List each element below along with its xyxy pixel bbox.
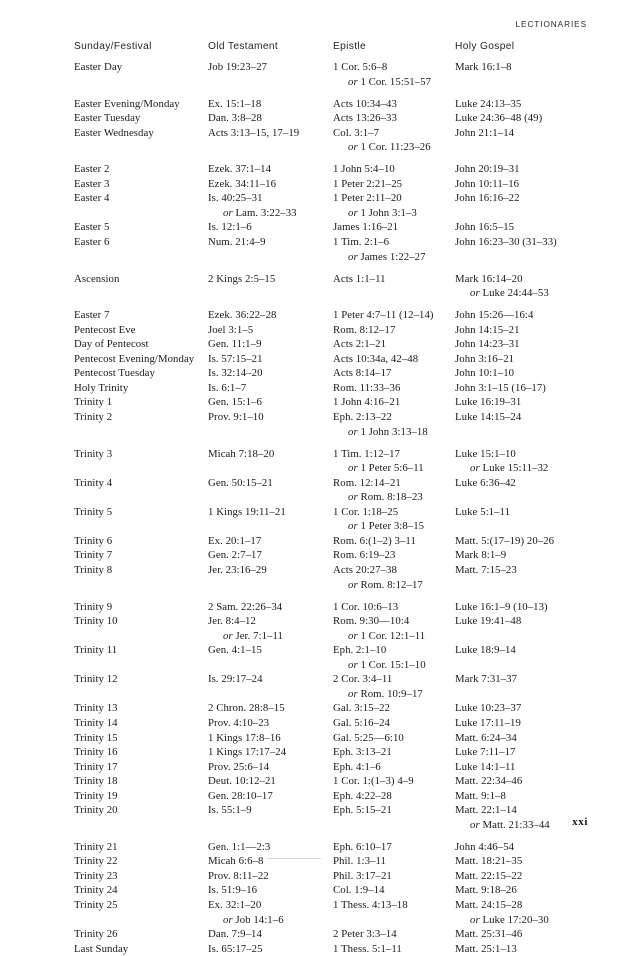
cell-old-testament: Gen. 2:7–17: [208, 549, 262, 562]
cell-epistle: 1 Cor. 1:18–25: [333, 505, 399, 518]
cell-old-testament: Ezek. 37:1–14: [208, 163, 272, 176]
cell-epistle: or 1 Cor. 15:51–57: [348, 75, 432, 88]
cell-epistle: or 1 Peter 5:6–11: [348, 462, 424, 475]
cell-sunday-festival: Easter 3: [74, 177, 110, 190]
cell-holy-gospel: Luke 18:9–14: [455, 644, 516, 657]
or-label: or: [348, 462, 361, 475]
or-label: or: [348, 425, 361, 438]
cell-sunday-festival: Easter 6: [74, 236, 110, 249]
cell-epistle: Col. 3:1–7: [333, 126, 380, 139]
cell-sunday-festival: Easter 2: [74, 163, 110, 176]
cell-old-testament: Jer. 8:4–12: [208, 615, 256, 628]
cell-old-testament: Gen. 11:1–9: [208, 338, 262, 351]
cell-holy-gospel: Matt. 22:1–14: [455, 804, 517, 817]
cell-holy-gospel: Matt. 25:31–46: [455, 928, 523, 941]
cell-old-testament: Dan. 3:8–28: [208, 112, 262, 125]
cell-holy-gospel: John 15:26—16:4: [455, 309, 534, 322]
table-row: [74, 534, 594, 549]
cell-old-testament: Jer. 23:16–29: [208, 564, 267, 576]
row-spacer: [74, 301, 594, 309]
table-row-alternate: [74, 913, 594, 928]
table-row-alternate: [74, 425, 594, 440]
cell-epistle: Gal. 5:25—6:10: [333, 731, 404, 744]
cell-old-testament: Gen. 15:1–6: [208, 396, 262, 409]
table-row: [74, 731, 594, 746]
cell-old-testament: Is. 55:1–9: [208, 804, 252, 817]
cell-holy-gospel: Luke 24:13–35: [455, 97, 522, 110]
or-label: or: [223, 206, 236, 219]
table-row: [74, 366, 594, 381]
or-label: or: [470, 462, 483, 475]
cell-old-testament: Gen. 28:10–17: [208, 789, 273, 802]
cell-epistle: 1 Thess. 4:13–18: [333, 899, 408, 912]
table-row: [74, 162, 594, 177]
or-label: or: [470, 913, 483, 926]
cell-epistle: 1 Peter 2:21–25: [333, 177, 403, 190]
table-row-alternate: [74, 687, 594, 702]
cell-sunday-festival: Pentecost Tuesday: [74, 367, 155, 380]
cell-sunday-festival: Ascension: [74, 272, 120, 285]
cell-sunday-festival: Trinity 19: [74, 789, 118, 802]
cell-epistle: Acts 10:34–43: [333, 97, 397, 110]
table-row-alternate: [74, 250, 594, 265]
cell-old-testament: Joel 3:1–5: [208, 323, 254, 336]
or-label: or: [470, 818, 483, 831]
cell-epistle: 1 Tim. 1:12–17: [333, 447, 401, 460]
table-row: [74, 352, 594, 367]
or-label: or: [223, 629, 236, 642]
table-row: [74, 745, 594, 760]
cell-holy-gospel: Mark 8:1–9: [455, 549, 507, 562]
cell-holy-gospel: Luke 10:23–37: [455, 702, 522, 715]
cell-sunday-festival: Trinity 20: [74, 804, 118, 817]
cell-old-testament: Acts 3:13–15, 17–19: [208, 126, 300, 139]
cell-holy-gospel: Luke 5:1–11: [455, 505, 511, 518]
cell-old-testament: 1 Kings 19:11–21: [208, 505, 286, 518]
cell-sunday-festival: Trinity 5: [74, 505, 113, 518]
cell-epistle: or Rom. 8:12–17: [348, 578, 423, 591]
cell-epistle: Phil. 3:17–21: [333, 869, 392, 882]
cell-sunday-festival: Trinity 22: [74, 855, 118, 868]
cell-old-testament: Is. 40:25–31: [208, 192, 263, 205]
cell-holy-gospel: John 16:16–22: [455, 192, 520, 205]
cell-old-testament: Prov. 4:10–23: [208, 716, 270, 729]
cell-holy-gospel: Matt. 24:15–28: [455, 899, 523, 912]
lectionary-table: [74, 41, 594, 956]
cell-sunday-festival: Trinity 18: [74, 775, 118, 788]
cell-sunday-festival: Trinity 9: [74, 600, 113, 613]
cell-epistle: Eph. 5:15–21: [333, 804, 392, 817]
cell-epistle: Rom. 12:14–21: [333, 476, 401, 489]
cell-holy-gospel: or Luke 17:20–30: [470, 913, 549, 926]
table-row: [74, 854, 594, 869]
cell-sunday-festival: Trinity 11: [74, 644, 118, 657]
cell-sunday-festival: Easter 4: [74, 192, 110, 205]
table-row-alternate: [74, 140, 594, 155]
cell-sunday-festival: Trinity 15: [74, 731, 118, 744]
cell-epistle: 1 Cor. 10:6–13: [333, 600, 399, 613]
cell-holy-gospel: Mark 16:1–8: [455, 61, 512, 73]
cell-holy-gospel: or Matt. 21:33–44: [470, 818, 550, 831]
cell-epistle: Acts 20:27–38: [333, 564, 397, 576]
cell-old-testament: Ex. 32:1–20: [208, 899, 262, 912]
cell-holy-gospel: John 20:19–31: [455, 163, 520, 176]
cell-holy-gospel: John 16:23–30 (31–33): [455, 236, 557, 249]
cell-epistle: or Rom. 8:18–23: [348, 491, 423, 504]
cell-epistle: Acts 2:1–21: [333, 338, 387, 351]
cell-holy-gospel: Matt. 22:15–22: [455, 869, 523, 882]
row-spacer: [74, 89, 594, 97]
cell-sunday-festival: Trinity 16: [74, 746, 118, 759]
cell-old-testament: Is. 12:1–6: [208, 221, 252, 234]
table-row: [74, 672, 594, 687]
cell-old-testament: Micah 6:6–8: [208, 855, 264, 868]
cell-old-testament: Prov. 9:1–10: [208, 411, 264, 424]
row-spacer: [74, 592, 594, 600]
footer-rule: [267, 858, 321, 859]
column-header-holy-gospel: Holy Gospel: [455, 41, 515, 52]
cell-holy-gospel: John 10:11–16: [455, 177, 520, 190]
cell-epistle: Gal. 3:15–22: [333, 702, 390, 715]
cell-epistle: or 1 Cor. 15:1–10: [348, 658, 426, 671]
cell-sunday-festival: Trinity 12: [74, 673, 118, 686]
cell-holy-gospel: Luke 24:36–48 (49): [455, 112, 543, 125]
cell-holy-gospel: Matt. 9:1–8: [455, 789, 506, 802]
row-spacer: [74, 264, 594, 272]
cell-epistle: Eph. 2:1–10: [333, 644, 387, 657]
cell-epistle: 1 John 4:16–21: [333, 396, 401, 409]
or-label: or: [348, 141, 361, 154]
cell-epistle: 1 Peter 4:7–11 (12–14): [333, 309, 434, 322]
or-label: or: [348, 491, 361, 504]
cell-old-testament: Ezek. 36:22–28: [208, 309, 277, 322]
cell-holy-gospel: John 14:15–21: [455, 323, 520, 336]
table-row-alternate: [74, 658, 594, 673]
cell-epistle: Acts 1:1–11: [333, 272, 386, 285]
cell-holy-gospel: Luke 14:15–24: [455, 411, 522, 424]
cell-old-testament: Is. 6:1–7: [208, 381, 247, 394]
cell-holy-gospel: John 4:46–54: [455, 840, 515, 853]
or-label: or: [348, 658, 361, 671]
cell-epistle: James 1:16–21: [333, 221, 399, 234]
cell-holy-gospel: or Luke 24:44–53: [470, 287, 549, 300]
cell-holy-gospel: Matt. 5:(17–19) 20–26: [455, 534, 555, 547]
cell-holy-gospel: Matt. 7:15–23: [455, 564, 517, 576]
column-header-epistle: Epistle: [333, 41, 367, 52]
cell-old-testament: 1 Kings 17:8–16: [208, 731, 281, 744]
table-row: [74, 643, 594, 658]
cell-epistle: Col. 1:9–14: [333, 884, 385, 897]
cell-epistle: 1 Thess. 5:1–11: [333, 942, 402, 955]
or-label: or: [348, 578, 361, 591]
page-number: xxi: [572, 816, 588, 828]
cell-holy-gospel: Luke 14:1–11: [455, 760, 516, 773]
table-row: [74, 111, 594, 126]
table-row: [74, 220, 594, 235]
cell-holy-gospel: Luke 16:19–31: [455, 396, 522, 409]
or-label: or: [223, 913, 236, 926]
cell-sunday-festival: Easter 5: [74, 221, 110, 234]
cell-holy-gospel: Luke 6:36–42: [455, 476, 516, 489]
cell-old-testament: Job 19:23–27: [208, 61, 268, 73]
table-row: [74, 927, 594, 942]
cell-epistle: or 1 Cor. 12:1–11: [348, 629, 426, 642]
cell-holy-gospel: John 14:23–31: [455, 338, 520, 351]
table-row: [74, 942, 594, 956]
cell-holy-gospel: John 16:5–15: [455, 221, 515, 234]
cell-holy-gospel: Matt. 6:24–34: [455, 731, 517, 744]
column-header-old-testament: Old Testament: [208, 41, 279, 52]
table-row: [74, 760, 594, 775]
cell-sunday-festival: Trinity 2: [74, 411, 113, 424]
cell-epistle: Rom. 6:(1–2) 3–11: [333, 534, 416, 547]
cell-sunday-festival: Trinity 21: [74, 840, 118, 853]
table-row: [74, 883, 594, 898]
table-row-alternate: [74, 629, 594, 644]
cell-old-testament: Is. 57:15–21: [208, 352, 263, 365]
table-row: [74, 614, 594, 629]
cell-epistle: 2 Cor. 3:4–11: [333, 673, 393, 686]
cell-epistle: 1 Cor. 5:6–8: [333, 61, 388, 73]
cell-sunday-festival: Trinity 13: [74, 702, 118, 715]
or-label: or: [348, 250, 361, 263]
cell-old-testament: Ex. 20:1–17: [208, 534, 262, 547]
cell-holy-gospel: Matt. 18:21–35: [455, 855, 523, 868]
cell-epistle: Rom. 11:33–36: [333, 381, 401, 394]
cell-old-testament: Deut. 10:12–21: [208, 775, 276, 788]
or-label: or: [348, 629, 361, 642]
table-body: [74, 60, 594, 956]
table-header-row: [74, 41, 594, 60]
cell-holy-gospel: Luke 17:11–19: [455, 716, 521, 729]
cell-old-testament: Is. 65:17–25: [208, 942, 263, 955]
cell-sunday-festival: Trinity 17: [74, 760, 118, 773]
table-row: [74, 272, 594, 287]
cell-epistle: Eph. 4:22–28: [333, 789, 392, 802]
table-row-alternate: [74, 490, 594, 505]
table-row-alternate: [74, 286, 594, 301]
cell-epistle: Acts 10:34a, 42–48: [333, 352, 419, 365]
cell-old-testament: Num. 21:4–9: [208, 236, 266, 249]
cell-old-testament: Prov. 25:6–14: [208, 760, 270, 773]
cell-epistle: or James 1:22–27: [348, 250, 426, 263]
cell-epistle: or 1 John 3:1–3: [348, 206, 417, 219]
cell-old-testament: 1 Kings 17:17–24: [208, 746, 287, 759]
cell-holy-gospel: Luke 7:11–17: [455, 746, 516, 759]
cell-old-testament: Gen. 50:15–21: [208, 476, 273, 489]
cell-epistle: Phil. 1:3–11: [333, 855, 386, 868]
table-row: [74, 447, 594, 462]
or-label: or: [470, 287, 483, 300]
cell-holy-gospel: John 3:1–15 (16–17): [455, 381, 546, 394]
running-head: LECTIONARIES: [515, 20, 587, 29]
cell-sunday-festival: Trinity 4: [74, 476, 113, 489]
cell-old-testament: Is. 32:14–20: [208, 367, 263, 380]
cell-old-testament: Dan. 7:9–14: [208, 928, 262, 941]
table-row: [74, 789, 594, 804]
cell-sunday-festival: Easter 7: [74, 309, 110, 322]
cell-sunday-festival: Trinity 23: [74, 869, 118, 882]
cell-sunday-festival: Trinity 25: [74, 899, 118, 912]
table-row: [74, 381, 594, 396]
cell-sunday-festival: Trinity 26: [74, 928, 118, 941]
table-row: [74, 337, 594, 352]
cell-sunday-festival: Pentecost Evening/Monday: [74, 352, 195, 365]
table-row: [74, 840, 594, 855]
table-row: [74, 410, 594, 425]
cell-sunday-festival: Holy Trinity: [74, 381, 129, 394]
cell-sunday-festival: Trinity 8: [74, 564, 113, 576]
cell-epistle: Rom. 8:12–17: [333, 323, 396, 336]
table-row: [74, 235, 594, 250]
cell-epistle: Rom. 9:30—10:4: [333, 615, 410, 628]
cell-sunday-festival: Easter Wednesday: [74, 126, 154, 139]
table-row: [74, 177, 594, 192]
cell-old-testament: 2 Kings 2:5–15: [208, 272, 276, 285]
table-row: [74, 60, 594, 75]
row-spacer: [74, 155, 594, 163]
cell-epistle: or 1 John 3:13–18: [348, 425, 428, 438]
cell-epistle: 1 John 5:4–10: [333, 163, 395, 176]
cell-epistle: Rom. 6:19–23: [333, 549, 396, 562]
table-row: [74, 600, 594, 615]
cell-sunday-festival: Trinity 24: [74, 884, 118, 897]
cell-old-testament: Prov. 8:11–22: [208, 869, 269, 882]
table-row: [74, 898, 594, 913]
table-row: [74, 191, 594, 206]
cell-old-testament: Ezek. 34:11–16: [208, 177, 277, 190]
cell-epistle: Gal. 5:16–24: [333, 716, 390, 729]
cell-old-testament: or Jer. 7:1–11: [223, 629, 283, 642]
cell-epistle: Eph. 2:13–22: [333, 411, 392, 424]
cell-epistle: Eph. 6:10–17: [333, 840, 392, 853]
table-row: [74, 701, 594, 716]
table-row: [74, 476, 594, 491]
table-row-alternate: [74, 578, 594, 593]
table-row: [74, 126, 594, 141]
cell-holy-gospel: John 21:1–14: [455, 126, 515, 139]
cell-old-testament: 2 Sam. 22:26–34: [208, 600, 283, 613]
cell-sunday-festival: Day of Pentecost: [74, 338, 149, 351]
cell-sunday-festival: Trinity 14: [74, 716, 118, 729]
cell-holy-gospel: Mark 7:31–37: [455, 673, 518, 686]
row-spacer: [74, 439, 594, 447]
cell-sunday-festival: Trinity 10: [74, 615, 118, 628]
table-row: [74, 774, 594, 789]
table-row-alternate: [74, 75, 594, 90]
table-row: [74, 395, 594, 410]
table-row: [74, 803, 594, 818]
cell-epistle: Acts 8:14–17: [333, 367, 392, 380]
cell-epistle: or 1 Cor. 11:23–26: [348, 141, 431, 154]
cell-epistle: 1 Cor. 1:(1–3) 4–9: [333, 775, 414, 788]
cell-holy-gospel: or Luke 15:11–32: [470, 462, 549, 475]
cell-old-testament: Is. 29:17–24: [208, 673, 263, 686]
row-spacer: [74, 832, 594, 840]
cell-epistle: or 1 Peter 3:8–15: [348, 520, 425, 533]
table-row-alternate: [74, 461, 594, 476]
cell-epistle: Eph. 3:13–21: [333, 746, 392, 759]
cell-epistle: Eph. 4:1–6: [333, 760, 381, 773]
cell-sunday-festival: Pentecost Eve: [74, 323, 136, 336]
table-row-alternate: [74, 519, 594, 534]
cell-epistle: 1 Tim. 2:1–6: [333, 236, 390, 249]
cell-holy-gospel: Matt. 25:1–13: [455, 942, 517, 955]
cell-sunday-festival: Last Sunday: [74, 942, 129, 955]
or-label: or: [348, 520, 361, 533]
cell-sunday-festival: Trinity 6: [74, 534, 113, 547]
cell-old-testament: Is. 51:9–16: [208, 884, 258, 897]
cell-old-testament: Ex. 15:1–18: [208, 97, 262, 110]
cell-holy-gospel: John 10:1–10: [455, 367, 515, 380]
cell-old-testament: Gen. 4:1–15: [208, 644, 262, 657]
cell-old-testament: Micah 7:18–20: [208, 447, 275, 460]
cell-holy-gospel: John 3:16–21: [455, 352, 515, 365]
cell-sunday-festival: Trinity 1: [74, 396, 113, 409]
or-label: or: [348, 206, 361, 219]
cell-old-testament: Gen. 1:1—2:3: [208, 840, 271, 853]
cell-old-testament: or Job 14:1–6: [223, 913, 284, 926]
table-row: [74, 716, 594, 731]
table-row: [74, 869, 594, 884]
cell-holy-gospel: Mark 16:14–20: [455, 272, 523, 285]
cell-sunday-festival: Trinity 7: [74, 549, 113, 562]
cell-sunday-festival: Easter Tuesday: [74, 112, 141, 125]
cell-old-testament: or Lam. 3:22–33: [223, 206, 297, 219]
table-row-alternate: [74, 818, 594, 833]
table-row: [74, 548, 594, 563]
table-row: [74, 97, 594, 112]
cell-sunday-festival: Easter Day: [74, 61, 123, 73]
cell-holy-gospel: Luke 16:1–9 (10–13): [455, 600, 548, 613]
table-row: [74, 308, 594, 323]
cell-epistle: 1 Peter 2:11–20: [333, 192, 402, 205]
cell-holy-gospel: Luke 15:1–10: [455, 447, 516, 460]
column-header-sunday-festival: Sunday/Festival: [74, 41, 152, 52]
table-row: [74, 563, 594, 578]
cell-epistle: 2 Peter 3:3–14: [333, 928, 397, 941]
cell-epistle: Acts 13:26–33: [333, 112, 397, 125]
or-label: or: [348, 75, 361, 88]
table-row: [74, 505, 594, 520]
cell-sunday-festival: Trinity 3: [74, 447, 113, 460]
cell-holy-gospel: Matt. 9:18–26: [455, 884, 517, 897]
table-row: [74, 323, 594, 338]
cell-sunday-festival: Easter Evening/Monday: [74, 97, 180, 110]
cell-holy-gospel: Luke 19:41–48: [455, 615, 522, 628]
or-label: or: [348, 687, 361, 700]
cell-holy-gospel: Matt. 22:34–46: [455, 775, 523, 788]
table-row-alternate: [74, 206, 594, 221]
cell-epistle: or Rom. 10:9–17: [348, 687, 423, 700]
cell-old-testament: 2 Chron. 28:8–15: [208, 702, 285, 715]
